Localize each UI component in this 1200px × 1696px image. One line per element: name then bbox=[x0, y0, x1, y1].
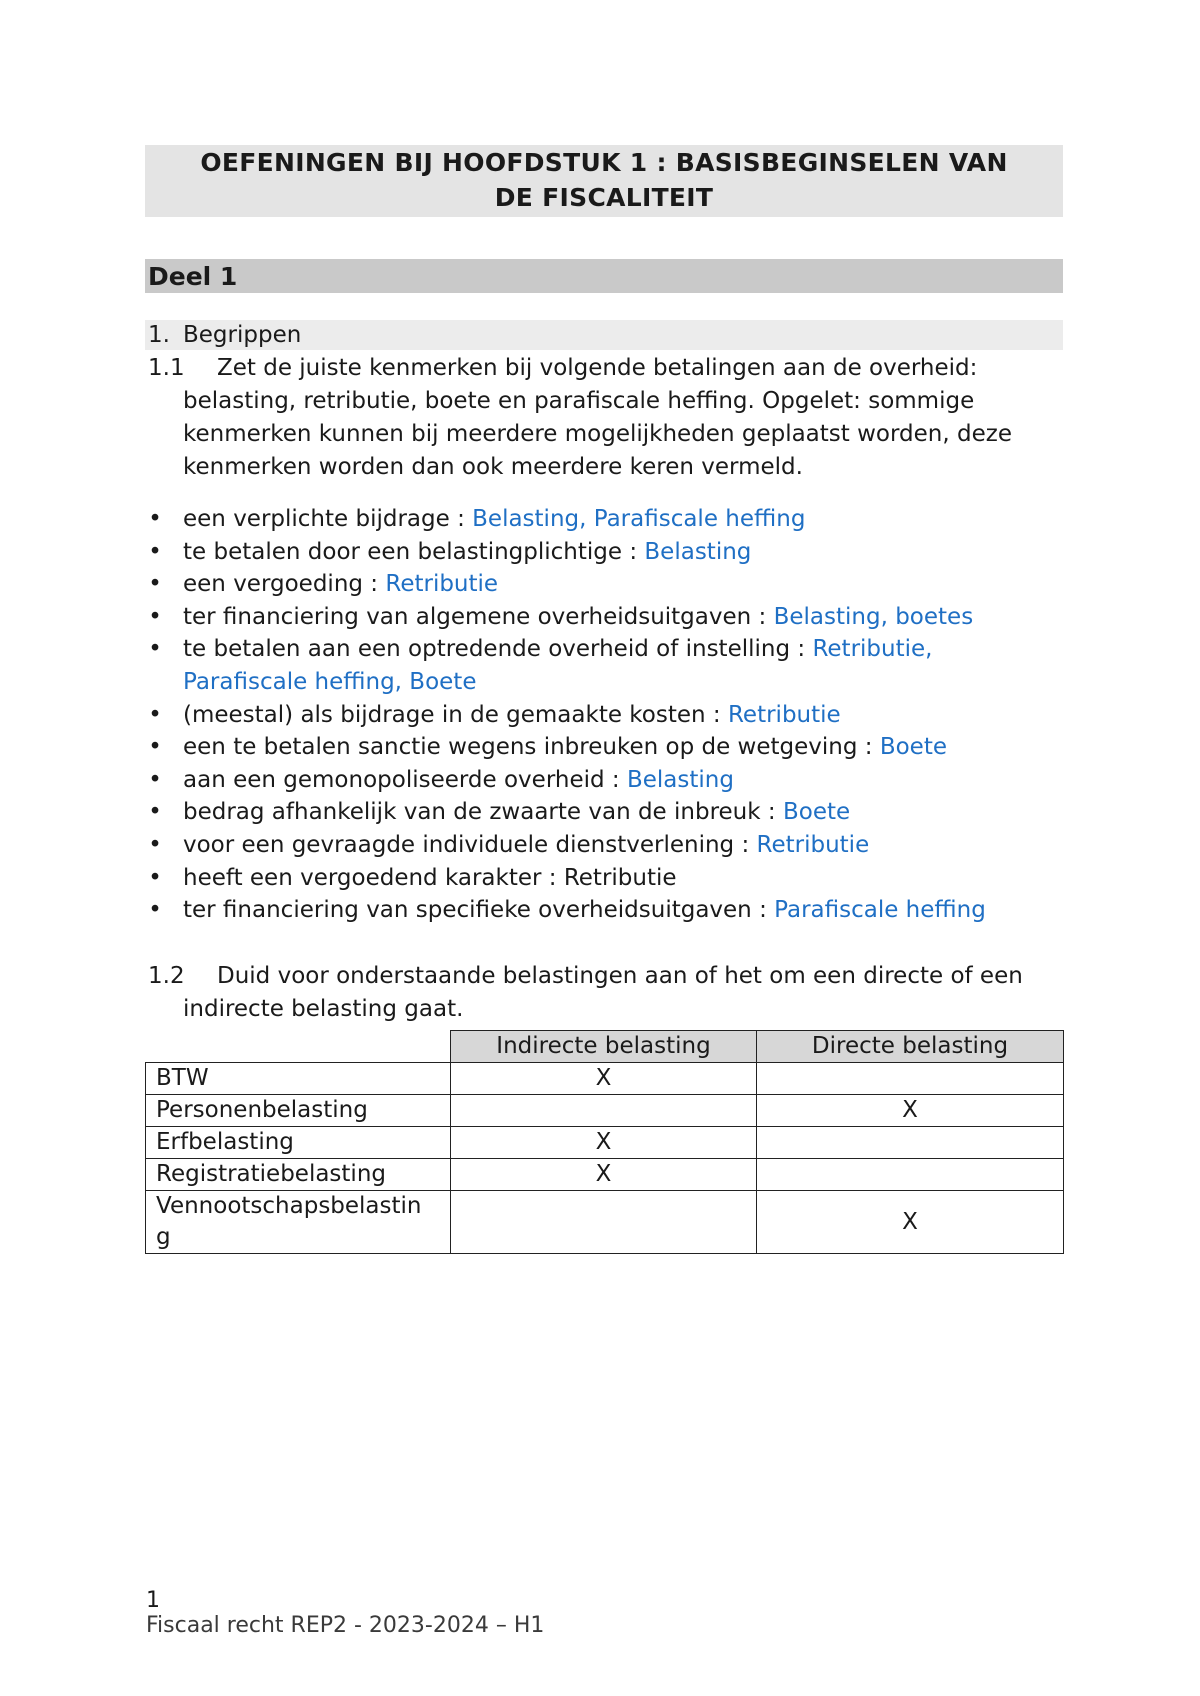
table-cell-indirect bbox=[451, 1191, 757, 1254]
table-header-cell: Indirecte belasting bbox=[451, 1031, 757, 1063]
table-cell-direct bbox=[757, 1063, 1064, 1095]
list-item-answer: Belasting, boetes bbox=[773, 603, 974, 630]
table-cell-name: BTW bbox=[146, 1063, 451, 1095]
bullet-glyph: • bbox=[148, 864, 162, 891]
table-row bbox=[146, 1095, 1064, 1127]
list-item-text: te betalen aan een optredende overheid of instelling : bbox=[183, 636, 813, 663]
list-item-answer: Parafiscale heffing bbox=[774, 897, 986, 924]
table-cell-name: Erfbelasting bbox=[146, 1127, 451, 1159]
list-item bbox=[145, 796, 1085, 829]
subsection-label: Begrippen bbox=[183, 322, 302, 348]
list-item-answer: Retributie bbox=[756, 831, 870, 858]
table-cell-indirect: X bbox=[451, 1159, 757, 1191]
list-item bbox=[145, 894, 1085, 927]
table-header-cell: Directe belasting bbox=[757, 1031, 1064, 1063]
list-item-text: een te betalen sanctie wegens inbreuken op de wetgeving : bbox=[183, 734, 880, 761]
footer-page-number: 1 bbox=[146, 1588, 160, 1613]
footer-text: Fiscaal recht REP2 - 2023-2024 – H1 bbox=[146, 1613, 545, 1638]
list-item-text: heeft een vergoedend karakter : Retributie bbox=[183, 864, 677, 891]
table-cell-direct bbox=[757, 1127, 1064, 1159]
list-item-answer: Belasting, Parafiscale heffing bbox=[472, 506, 806, 532]
list-item-text: aan een gemonopoliseerde overheid : bbox=[183, 766, 627, 793]
list-item bbox=[145, 633, 1063, 698]
table-cell-direct: X bbox=[757, 1191, 1064, 1254]
question-text: Duid voor onderstaande belastingen aan of het om een directe of een indirecte belasting gaat. bbox=[183, 963, 1023, 1022]
bullet-glyph: • bbox=[148, 799, 162, 826]
list-item-answer: Boete bbox=[879, 734, 947, 761]
list-item-answer: Boete bbox=[782, 799, 851, 826]
page-title-line-2: DE FISCALITEIT bbox=[494, 183, 714, 212]
list-item bbox=[145, 601, 1085, 634]
list-item-answer: Belasting bbox=[626, 766, 734, 793]
list-item-answer: Belasting bbox=[644, 538, 752, 565]
list-item-text: (meestal) als bijdrage in de gemaakte kosten : bbox=[183, 701, 728, 728]
question-number: 1.1 bbox=[148, 355, 185, 381]
table-header-cell bbox=[146, 1031, 451, 1063]
list-item-text: te betalen door een belastingplichtige : bbox=[183, 538, 645, 565]
section-heading: Deel 1 bbox=[145, 259, 1063, 293]
table-cell-direct bbox=[757, 1159, 1064, 1191]
question-number: 1.2 bbox=[148, 963, 185, 989]
list-item-text: een verplichte bijdrage : bbox=[183, 506, 473, 532]
subsection-number: 1. bbox=[148, 322, 170, 348]
subsection-heading bbox=[145, 320, 1063, 350]
bullet-glyph: • bbox=[148, 766, 162, 793]
table-cell-indirect bbox=[451, 1095, 757, 1127]
bullet-glyph: • bbox=[148, 636, 162, 663]
table-header-row bbox=[146, 1031, 1064, 1063]
list-item-text: voor een gevraagde individuele dienstverlening : bbox=[183, 831, 757, 858]
table-cell-indirect: X bbox=[451, 1127, 757, 1159]
table-cell-indirect: X bbox=[451, 1063, 757, 1095]
characteristics-list bbox=[145, 503, 1085, 927]
table-cell-name: Personenbelasting bbox=[146, 1095, 451, 1127]
bullet-glyph: • bbox=[148, 701, 162, 728]
table-row bbox=[146, 1127, 1064, 1159]
list-item-answer: Retributie bbox=[727, 701, 841, 728]
list-item-text: ter financiering van specifieke overheidsuitgaven : bbox=[183, 897, 775, 924]
table-cell-name: Registratiebelasting bbox=[146, 1159, 451, 1191]
bullet-glyph: • bbox=[148, 734, 162, 761]
question-1-2 bbox=[145, 960, 1063, 1026]
tax-type-table bbox=[145, 1030, 1064, 1254]
table-row bbox=[146, 1191, 1064, 1254]
table-cell-name: Vennootschapsbelastin g bbox=[146, 1191, 451, 1254]
bullet-glyph: • bbox=[148, 506, 162, 532]
list-item bbox=[145, 568, 1085, 601]
bullet-glyph: • bbox=[148, 571, 162, 598]
question-1-1 bbox=[145, 352, 1063, 484]
list-item bbox=[145, 862, 1085, 895]
list-item bbox=[145, 536, 1085, 569]
list-item bbox=[145, 829, 1085, 862]
table-row bbox=[146, 1159, 1064, 1191]
list-item-answer: Retributie bbox=[385, 571, 499, 598]
question-text: Zet de juiste kenmerken bij volgende betalingen aan de overheid: belasting, retributie, boete en parafiscale heffing. Opgelet: sommige kenmerken kunnen bij meerdere mogelijkheden geplaatst worden, deze kenmerken worden dan ook meerdere keren vermeld. bbox=[183, 355, 1012, 480]
list-item-text: een vergoeding : bbox=[183, 571, 386, 598]
table-cell-direct: X bbox=[757, 1095, 1064, 1127]
list-item-answer: Retributie, Parafiscale heffing, Boete bbox=[183, 636, 933, 695]
list-item bbox=[145, 503, 1085, 536]
list-item-text: bedrag afhankelijk van de zwaarte van de inbreuk : bbox=[183, 799, 783, 826]
list-item bbox=[145, 731, 1085, 764]
bullet-glyph: • bbox=[148, 538, 162, 565]
list-item bbox=[145, 699, 1085, 732]
table-row bbox=[146, 1063, 1064, 1095]
page-title bbox=[145, 145, 1063, 217]
list-item bbox=[145, 764, 1085, 797]
bullet-glyph: • bbox=[148, 603, 162, 630]
bullet-glyph: • bbox=[148, 897, 162, 924]
bullet-glyph: • bbox=[148, 831, 162, 858]
list-item-text: ter financiering van algemene overheidsuitgaven : bbox=[183, 603, 774, 630]
page-title-line-1: OEFENINGEN BIJ HOOFDSTUK 1 : BASISBEGINSELEN VAN bbox=[200, 148, 1008, 177]
